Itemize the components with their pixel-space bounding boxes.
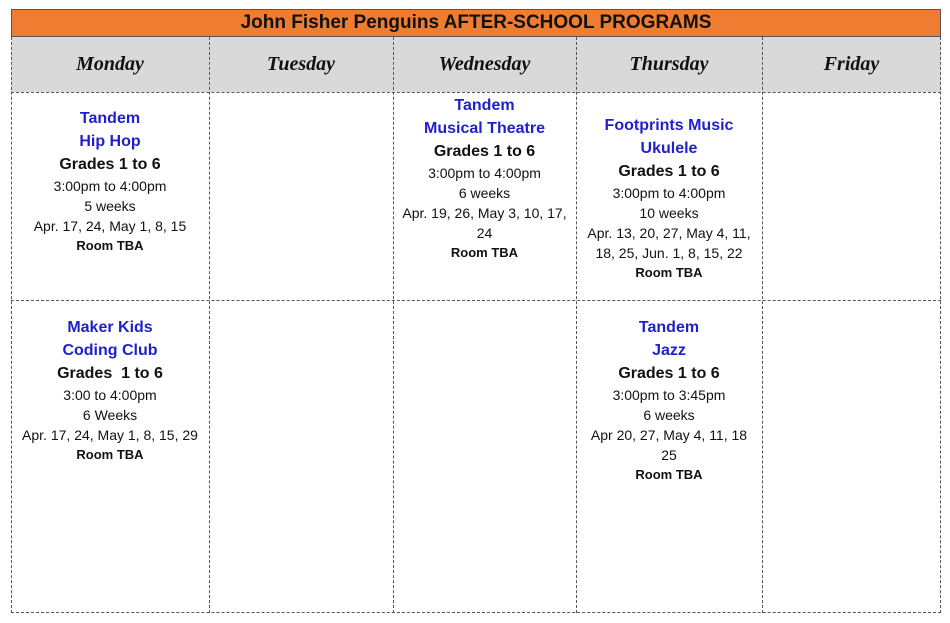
program-duration: 5 weeks [84,198,136,214]
day-header-monday: Monday [76,53,144,75]
program-dates: 24 [476,225,493,241]
day-header-friday: Friday [823,53,880,75]
program-dates: 25 [661,447,677,463]
program-name: Tandem [79,110,141,127]
day-header-row [11,37,941,92]
day-header-thursday: Thursday [629,53,709,75]
program-name: Footprints Music [604,117,734,134]
program-time: 3:00pm to 4:00pm [53,178,167,194]
program-grades: Grades 1 to 6 [618,365,720,382]
day-header-wednesday: Wednesday [438,53,531,75]
program-name: Jazz [652,342,686,359]
program-grades: Grades 1 to 6 [618,163,720,180]
program-grades: Grades 1 to 6 [59,156,161,173]
grid-line [762,37,763,613]
program-dates: Apr. 13, 20, 27, May 4, 11, [587,225,751,241]
grid-line [209,37,210,613]
program-name: Tandem [454,97,515,114]
program-duration: 6 Weeks [82,407,138,423]
program-name: Maker Kids [67,319,153,336]
program-dates: Apr. 19, 26, May 3, 10, 17, [402,205,567,221]
program-room: Room TBA [635,265,703,280]
program-dates: Apr. 17, 24, May 1, 8, 15, 29 [22,427,198,443]
program-duration: 10 weeks [639,205,699,221]
program-dates: Apr 20, 27, May 4, 11, 18 [590,427,748,443]
program-dates: 18, 25, Jun. 1, 8, 15, 22 [595,245,743,261]
program-grades: Grades 1 to 6 [57,365,163,382]
program-time: 3:00pm to 4:00pm [428,165,541,181]
program-time: 3:00pm to 3:45pm [612,387,726,403]
program-room: Room TBA [635,467,703,482]
grid-line [940,37,941,613]
program-time: 3:00 to 4:00pm [63,387,157,403]
schedule-title: John Fisher Penguins AFTER-SCHOOL PROGRAMS [11,9,941,37]
program-name: Coding Club [62,342,158,359]
program-cell-monday-hip-hop [11,107,209,255]
schedule-table [11,9,941,613]
grid-line [11,92,941,93]
program-room: Room TBA [76,447,144,462]
program-cell-wednesday-musical-theatre [393,94,576,262]
program-room: Room TBA [76,238,144,253]
program-grades: Grades 1 to 6 [433,143,536,160]
program-dates: Apr. 17, 24, May 1, 8, 15 [33,218,187,234]
program-duration: 6 weeks [458,185,511,201]
day-header-tuesday: Tuesday [266,53,336,75]
program-cell-thursday-ukulele [576,114,762,282]
program-time: 3:00pm to 4:00pm [612,185,726,201]
program-name: Hip Hop [79,133,141,150]
grid-line [11,300,941,301]
program-duration: 6 weeks [643,407,695,423]
program-name: Tandem [638,319,700,336]
grid-line [11,612,941,613]
program-cell-monday-coding-club [11,316,209,464]
program-name: Ukulele [640,140,698,157]
program-room: Room TBA [450,245,519,260]
program-cell-thursday-jazz [576,316,762,484]
program-name: Musical Theatre [424,120,545,137]
